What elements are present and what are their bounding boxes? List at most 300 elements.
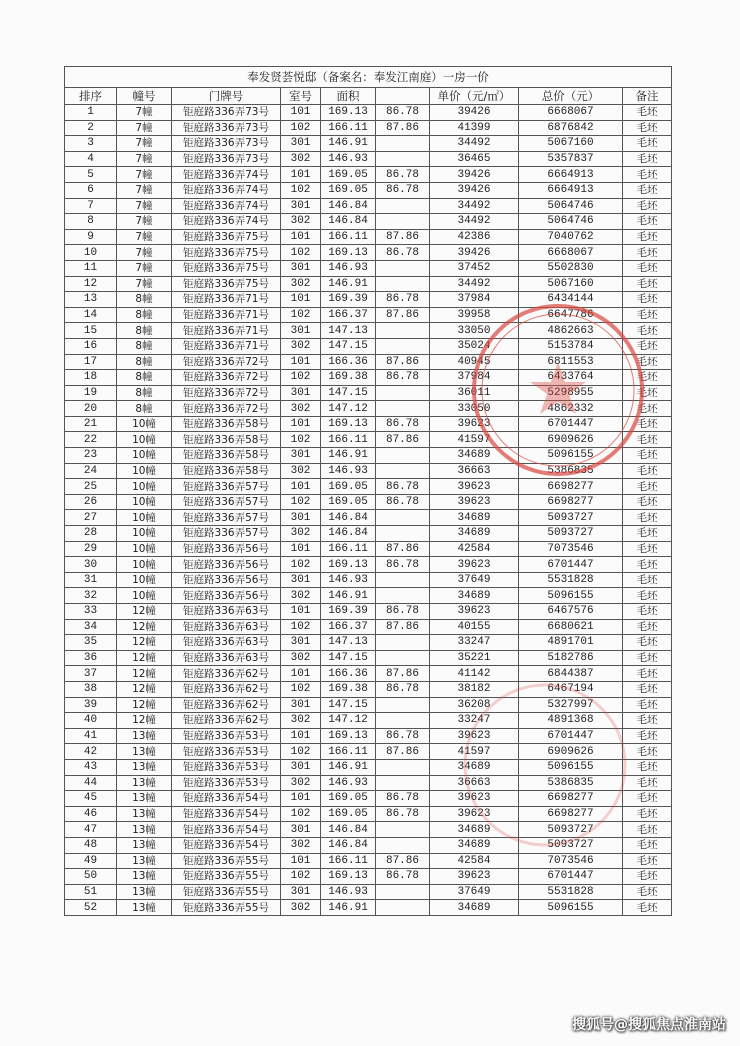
room-no-cell: 302 — [281, 837, 321, 853]
remark-cell: 毛坯 — [623, 541, 672, 557]
room-no-cell: 301 — [281, 323, 321, 339]
unit-price-cell: 39426 — [430, 105, 519, 121]
room-no-cell: 301 — [281, 759, 321, 775]
table-row — [65, 697, 672, 713]
table-row — [65, 572, 672, 588]
total-price-cell: 6876842 — [519, 120, 623, 136]
address-cell: 钜庭路336弄75号 — [172, 276, 281, 292]
area-cell: 146.93 — [321, 884, 376, 900]
area-cell: 166.36 — [321, 666, 376, 682]
unit-price-cell: 39426 — [430, 167, 519, 183]
row-index-cell: 39 — [65, 697, 117, 713]
table-row — [65, 650, 672, 666]
address-cell: 钜庭路336弄58号 — [172, 432, 281, 448]
table-row — [65, 681, 672, 697]
unit-price-cell: 37649 — [430, 884, 519, 900]
total-price-cell: 5064746 — [519, 214, 623, 230]
area-cell: 147.13 — [321, 635, 376, 651]
room-no-cell: 301 — [281, 635, 321, 651]
row-index-cell: 10 — [65, 245, 117, 261]
remark-cell: 毛坯 — [623, 354, 672, 370]
secondary-area-cell: 87.86 — [376, 744, 430, 760]
area-cell: 166.37 — [321, 307, 376, 323]
row-index-cell: 11 — [65, 260, 117, 276]
row-index-cell: 22 — [65, 432, 117, 448]
unit-price-cell: 38182 — [430, 681, 519, 697]
room-no-cell: 102 — [281, 681, 321, 697]
room-no-cell: 101 — [281, 791, 321, 807]
unit-price-cell: 39623 — [430, 416, 519, 432]
address-cell: 钜庭路336弄58号 — [172, 463, 281, 479]
building-no-cell: 12幢 — [117, 604, 172, 620]
unit-price-cell: 34689 — [430, 900, 519, 916]
row-index-cell: 43 — [65, 759, 117, 775]
header-cell: 备注 — [623, 88, 672, 105]
address-cell: 钜庭路336弄72号 — [172, 370, 281, 386]
remark-cell: 毛坯 — [623, 604, 672, 620]
room-no-cell: 102 — [281, 120, 321, 136]
unit-price-cell: 42584 — [430, 541, 519, 557]
room-no-cell: 302 — [281, 276, 321, 292]
row-index-cell: 37 — [65, 666, 117, 682]
building-no-cell: 10幢 — [117, 526, 172, 542]
remark-cell: 毛坯 — [623, 463, 672, 479]
total-price-cell: 5182786 — [519, 650, 623, 666]
building-no-cell: 7幢 — [117, 229, 172, 245]
address-cell: 钜庭路336弄58号 — [172, 416, 281, 432]
area-cell: 166.11 — [321, 744, 376, 760]
total-price-cell: 6698277 — [519, 494, 623, 510]
total-price-cell: 6909626 — [519, 744, 623, 760]
address-cell: 钜庭路336弄63号 — [172, 604, 281, 620]
room-no-cell: 302 — [281, 775, 321, 791]
table-row — [65, 385, 672, 401]
area-cell: 146.84 — [321, 822, 376, 838]
unit-price-cell: 40155 — [430, 619, 519, 635]
building-no-cell: 7幢 — [117, 245, 172, 261]
address-cell: 钜庭路336弄53号 — [172, 728, 281, 744]
secondary-area-cell — [376, 385, 430, 401]
area-cell: 147.15 — [321, 338, 376, 354]
room-no-cell: 302 — [281, 526, 321, 542]
unit-price-cell: 33050 — [430, 401, 519, 417]
table-row — [65, 260, 672, 276]
room-no-cell: 302 — [281, 401, 321, 417]
secondary-area-cell: 87.86 — [376, 432, 430, 448]
remark-cell: 毛坯 — [623, 869, 672, 885]
room-no-cell: 301 — [281, 198, 321, 214]
secondary-area-cell — [376, 588, 430, 604]
area-cell: 169.05 — [321, 167, 376, 183]
header-cell: 总价（元） — [519, 88, 623, 105]
address-cell: 钜庭路336弄73号 — [172, 120, 281, 136]
address-cell: 钜庭路336弄72号 — [172, 354, 281, 370]
row-index-cell: 6 — [65, 182, 117, 198]
table-row — [65, 791, 672, 807]
total-price-cell: 5064746 — [519, 198, 623, 214]
area-cell: 169.13 — [321, 869, 376, 885]
remark-cell: 毛坯 — [623, 338, 672, 354]
building-no-cell: 12幢 — [117, 635, 172, 651]
row-index-cell: 9 — [65, 229, 117, 245]
unit-price-cell: 37452 — [430, 260, 519, 276]
unit-price-cell: 36465 — [430, 151, 519, 167]
building-no-cell: 13幢 — [117, 837, 172, 853]
secondary-area-cell — [376, 650, 430, 666]
address-cell: 钜庭路336弄74号 — [172, 182, 281, 198]
total-price-cell: 5096155 — [519, 588, 623, 604]
unit-price-cell: 36663 — [430, 775, 519, 791]
remark-cell: 毛坯 — [623, 619, 672, 635]
total-price-cell: 5093727 — [519, 837, 623, 853]
address-cell: 钜庭路336弄54号 — [172, 837, 281, 853]
unit-price-cell: 39623 — [430, 557, 519, 573]
total-price-cell: 5502830 — [519, 260, 623, 276]
room-no-cell: 101 — [281, 229, 321, 245]
room-no-cell: 101 — [281, 416, 321, 432]
row-index-cell: 27 — [65, 510, 117, 526]
room-no-cell: 302 — [281, 713, 321, 729]
table-row — [65, 853, 672, 869]
area-cell: 147.12 — [321, 713, 376, 729]
secondary-area-cell — [376, 884, 430, 900]
unit-price-cell: 33247 — [430, 713, 519, 729]
unit-price-cell: 37984 — [430, 292, 519, 308]
address-cell: 钜庭路336弄73号 — [172, 136, 281, 152]
secondary-area-cell — [376, 323, 430, 339]
room-no-cell: 301 — [281, 822, 321, 838]
row-index-cell: 15 — [65, 323, 117, 339]
remark-cell: 毛坯 — [623, 448, 672, 464]
area-cell: 166.11 — [321, 229, 376, 245]
secondary-area-cell: 86.78 — [376, 604, 430, 620]
unit-price-cell: 42584 — [430, 853, 519, 869]
unit-price-cell: 39623 — [430, 479, 519, 495]
area-cell: 169.13 — [321, 557, 376, 573]
total-price-cell: 5096155 — [519, 448, 623, 464]
total-price-cell: 6467576 — [519, 604, 623, 620]
total-price-cell: 5096155 — [519, 900, 623, 916]
unit-price-cell: 35024 — [430, 338, 519, 354]
secondary-area-cell — [376, 759, 430, 775]
secondary-area-cell: 87.86 — [376, 619, 430, 635]
room-no-cell: 302 — [281, 151, 321, 167]
building-no-cell: 8幢 — [117, 338, 172, 354]
table-row — [65, 869, 672, 885]
area-cell: 146.84 — [321, 837, 376, 853]
secondary-area-cell: 87.86 — [376, 541, 430, 557]
area-cell: 169.05 — [321, 791, 376, 807]
row-index-cell: 14 — [65, 307, 117, 323]
row-index-cell: 31 — [65, 572, 117, 588]
header-cell — [376, 88, 430, 105]
total-price-cell: 4862332 — [519, 401, 623, 417]
row-index-cell: 5 — [65, 167, 117, 183]
room-no-cell: 302 — [281, 650, 321, 666]
row-index-cell: 52 — [65, 900, 117, 916]
unit-price-cell: 37984 — [430, 370, 519, 386]
address-cell: 钜庭路336弄71号 — [172, 292, 281, 308]
remark-cell: 毛坯 — [623, 105, 672, 121]
address-cell: 钜庭路336弄56号 — [172, 557, 281, 573]
room-no-cell: 102 — [281, 245, 321, 261]
building-no-cell: 12幢 — [117, 650, 172, 666]
total-price-cell: 6698277 — [519, 806, 623, 822]
address-cell: 钜庭路336弄73号 — [172, 105, 281, 121]
secondary-area-cell — [376, 635, 430, 651]
building-no-cell: 7幢 — [117, 167, 172, 183]
remark-cell: 毛坯 — [623, 292, 672, 308]
row-index-cell: 7 — [65, 198, 117, 214]
unit-price-cell: 33247 — [430, 635, 519, 651]
row-index-cell: 20 — [65, 401, 117, 417]
room-no-cell: 101 — [281, 292, 321, 308]
unit-price-cell: 34492 — [430, 136, 519, 152]
room-no-cell: 301 — [281, 697, 321, 713]
secondary-area-cell — [376, 448, 430, 464]
room-no-cell: 101 — [281, 105, 321, 121]
row-index-cell: 41 — [65, 728, 117, 744]
table-row — [65, 463, 672, 479]
remark-cell: 毛坯 — [623, 822, 672, 838]
address-cell: 钜庭路336弄55号 — [172, 869, 281, 885]
row-index-cell: 51 — [65, 884, 117, 900]
total-price-cell: 7073546 — [519, 541, 623, 557]
table-row — [65, 900, 672, 916]
table-row — [65, 541, 672, 557]
table-row — [65, 604, 672, 620]
room-no-cell: 102 — [281, 494, 321, 510]
unit-price-cell: 41597 — [430, 744, 519, 760]
secondary-area-cell: 86.78 — [376, 791, 430, 807]
remark-cell: 毛坯 — [623, 416, 672, 432]
remark-cell: 毛坯 — [623, 588, 672, 604]
building-no-cell: 10幢 — [117, 588, 172, 604]
secondary-area-cell — [376, 401, 430, 417]
remark-cell: 毛坯 — [623, 385, 672, 401]
table-row — [65, 136, 672, 152]
unit-price-cell: 34492 — [430, 198, 519, 214]
unit-price-cell: 40945 — [430, 354, 519, 370]
total-price-cell: 6698277 — [519, 791, 623, 807]
address-cell: 钜庭路336弄55号 — [172, 853, 281, 869]
remark-cell: 毛坯 — [623, 167, 672, 183]
remark-cell: 毛坯 — [623, 120, 672, 136]
total-price-cell: 6701447 — [519, 557, 623, 573]
area-cell: 169.39 — [321, 604, 376, 620]
address-cell: 钜庭路336弄72号 — [172, 401, 281, 417]
secondary-area-cell: 87.86 — [376, 666, 430, 682]
remark-cell: 毛坯 — [623, 260, 672, 276]
address-cell: 钜庭路336弄58号 — [172, 448, 281, 464]
secondary-area-cell — [376, 338, 430, 354]
row-index-cell: 8 — [65, 214, 117, 230]
remark-cell: 毛坯 — [623, 557, 672, 573]
table-row — [65, 182, 672, 198]
unit-price-cell: 41399 — [430, 120, 519, 136]
row-index-cell: 30 — [65, 557, 117, 573]
area-cell: 166.11 — [321, 541, 376, 557]
table-row — [65, 151, 672, 167]
area-cell: 166.11 — [321, 432, 376, 448]
building-no-cell: 12幢 — [117, 666, 172, 682]
total-price-cell: 4862663 — [519, 323, 623, 339]
price-list-sheet — [64, 66, 671, 916]
building-no-cell: 12幢 — [117, 713, 172, 729]
area-cell: 169.13 — [321, 728, 376, 744]
room-no-cell: 101 — [281, 541, 321, 557]
area-cell: 146.91 — [321, 276, 376, 292]
secondary-area-cell: 87.86 — [376, 307, 430, 323]
building-no-cell: 12幢 — [117, 697, 172, 713]
table-row — [65, 338, 672, 354]
remark-cell: 毛坯 — [623, 323, 672, 339]
building-no-cell: 13幢 — [117, 869, 172, 885]
room-no-cell: 101 — [281, 666, 321, 682]
room-no-cell: 102 — [281, 806, 321, 822]
table-row — [65, 167, 672, 183]
room-no-cell: 102 — [281, 370, 321, 386]
building-no-cell: 13幢 — [117, 791, 172, 807]
row-index-cell: 17 — [65, 354, 117, 370]
table-row — [65, 759, 672, 775]
table-row — [65, 588, 672, 604]
watermark: 搜狐号@搜狐焦点淮南站 — [572, 1017, 726, 1033]
table-row — [65, 884, 672, 900]
building-no-cell: 13幢 — [117, 806, 172, 822]
table-row — [65, 214, 672, 230]
address-cell: 钜庭路336弄57号 — [172, 526, 281, 542]
row-index-cell: 45 — [65, 791, 117, 807]
address-cell: 钜庭路336弄75号 — [172, 260, 281, 276]
address-cell: 钜庭路336弄71号 — [172, 307, 281, 323]
area-cell: 146.93 — [321, 572, 376, 588]
area-cell: 169.13 — [321, 245, 376, 261]
remark-cell: 毛坯 — [623, 728, 672, 744]
unit-price-cell: 39623 — [430, 728, 519, 744]
total-price-cell: 6701447 — [519, 728, 623, 744]
table-row — [65, 307, 672, 323]
area-cell: 166.36 — [321, 354, 376, 370]
building-no-cell: 7幢 — [117, 120, 172, 136]
address-cell: 钜庭路336弄54号 — [172, 822, 281, 838]
building-no-cell: 10幢 — [117, 494, 172, 510]
secondary-area-cell: 86.78 — [376, 416, 430, 432]
building-no-cell: 7幢 — [117, 214, 172, 230]
table-row — [65, 432, 672, 448]
row-index-cell: 29 — [65, 541, 117, 557]
unit-price-cell: 33050 — [430, 323, 519, 339]
remark-cell: 毛坯 — [623, 853, 672, 869]
row-index-cell: 34 — [65, 619, 117, 635]
row-index-cell: 19 — [65, 385, 117, 401]
building-no-cell: 7幢 — [117, 136, 172, 152]
address-cell: 钜庭路336弄56号 — [172, 588, 281, 604]
row-index-cell: 25 — [65, 479, 117, 495]
table-row — [65, 120, 672, 136]
total-price-cell: 5386835 — [519, 775, 623, 791]
table-row — [65, 229, 672, 245]
area-cell: 146.93 — [321, 775, 376, 791]
secondary-area-cell: 86.78 — [376, 292, 430, 308]
building-no-cell: 10幢 — [117, 557, 172, 573]
total-price-cell: 6701447 — [519, 416, 623, 432]
table-row — [65, 619, 672, 635]
area-cell: 147.15 — [321, 697, 376, 713]
building-no-cell: 10幢 — [117, 432, 172, 448]
total-price-cell: 5067160 — [519, 276, 623, 292]
area-cell: 146.84 — [321, 198, 376, 214]
secondary-area-cell — [376, 260, 430, 276]
address-cell: 钜庭路336弄57号 — [172, 494, 281, 510]
address-cell: 钜庭路336弄54号 — [172, 791, 281, 807]
row-index-cell: 28 — [65, 526, 117, 542]
building-no-cell: 8幢 — [117, 401, 172, 417]
remark-cell: 毛坯 — [623, 245, 672, 261]
room-no-cell: 101 — [281, 853, 321, 869]
building-no-cell: 12幢 — [117, 619, 172, 635]
secondary-area-cell: 86.78 — [376, 245, 430, 261]
area-cell: 146.84 — [321, 526, 376, 542]
unit-price-cell: 34689 — [430, 448, 519, 464]
unit-price-cell: 34492 — [430, 276, 519, 292]
table-row — [65, 479, 672, 495]
row-index-cell: 26 — [65, 494, 117, 510]
building-no-cell: 8幢 — [117, 292, 172, 308]
total-price-cell: 6668067 — [519, 105, 623, 121]
table-row — [65, 806, 672, 822]
building-no-cell: 12幢 — [117, 681, 172, 697]
secondary-area-cell — [376, 775, 430, 791]
table-row — [65, 728, 672, 744]
secondary-area-cell: 86.78 — [376, 494, 430, 510]
total-price-cell: 6698277 — [519, 479, 623, 495]
address-cell: 钜庭路336弄57号 — [172, 479, 281, 495]
secondary-area-cell — [376, 214, 430, 230]
building-no-cell: 8幢 — [117, 307, 172, 323]
building-no-cell: 13幢 — [117, 775, 172, 791]
table-row — [65, 822, 672, 838]
remark-cell: 毛坯 — [623, 837, 672, 853]
area-cell: 146.91 — [321, 448, 376, 464]
price-table — [64, 66, 672, 916]
header-cell: 排序 — [65, 88, 117, 105]
total-price-cell: 5327997 — [519, 697, 623, 713]
room-no-cell: 101 — [281, 728, 321, 744]
row-index-cell: 32 — [65, 588, 117, 604]
building-no-cell: 7幢 — [117, 276, 172, 292]
table-body — [65, 105, 672, 916]
room-no-cell: 102 — [281, 557, 321, 573]
document-title: 奉发贤荟悦邸（备案名：奉发江南庭）一房一价 — [65, 67, 672, 88]
total-price-cell: 5386835 — [519, 463, 623, 479]
table-row — [65, 557, 672, 573]
room-no-cell: 301 — [281, 260, 321, 276]
secondary-area-cell: 87.86 — [376, 229, 430, 245]
room-no-cell: 101 — [281, 479, 321, 495]
row-index-cell: 21 — [65, 416, 117, 432]
header-cell: 室号 — [281, 88, 321, 105]
remark-cell: 毛坯 — [623, 370, 672, 386]
unit-price-cell: 39958 — [430, 307, 519, 323]
address-cell: 钜庭路336弄71号 — [172, 323, 281, 339]
unit-price-cell: 36208 — [430, 697, 519, 713]
address-cell: 钜庭路336弄55号 — [172, 884, 281, 900]
remark-cell: 毛坯 — [623, 759, 672, 775]
secondary-area-cell: 86.78 — [376, 557, 430, 573]
table-row — [65, 744, 672, 760]
remark-cell: 毛坯 — [623, 635, 672, 651]
